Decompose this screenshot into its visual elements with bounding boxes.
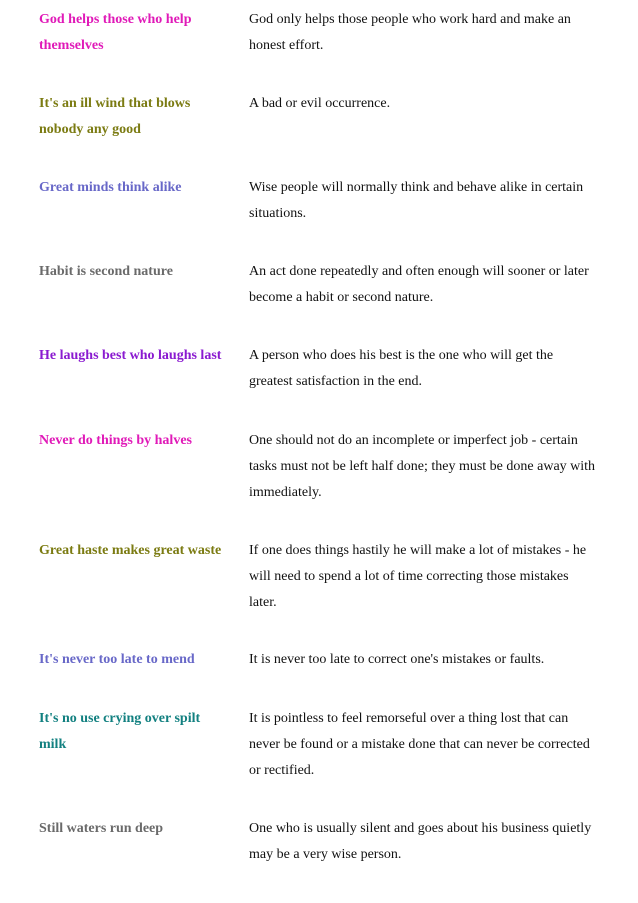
meaning-text: If one does things hastily he will make a lot of mistakes - he will need to spend a lot of time correcting those mistakes later. (249, 543, 587, 610)
proverb-text: Still waters run deep (39, 821, 164, 836)
proverb-text: Habit is second nature (39, 264, 173, 279)
meaning-text: A bad or evil occurrence. (249, 96, 391, 111)
proverb-text: It's an ill wind that blows nobody any good (39, 96, 191, 137)
proverb-text: He laughs best who laughs last (39, 348, 222, 363)
meaning-text: A person who does his best is the one who will get the greatest satisfaction in the end. (249, 348, 554, 389)
proverb-text: It's never too late to mend (39, 652, 195, 667)
meaning-text: Wise people will normally think and behave alike in certain situations. (249, 180, 584, 221)
proverb-text: Never do things by halves (39, 433, 192, 448)
meaning-text: God only helps those people who work hard and make an honest effort. (249, 12, 571, 53)
proverb-text: It's no use crying over spilt milk (39, 711, 201, 752)
meaning-text: An act done repeatedly and often enough will sooner or later become a habit or second nature. (249, 264, 589, 305)
meaning-text: One who is usually silent and goes about his business quietly may be a very wise person. (249, 821, 592, 862)
meaning-text: It is pointless to feel remorseful over a thing lost that can never be found or a mistake done that can never be corrected or rectified. (249, 711, 590, 778)
proverb-text: Great minds think alike (39, 180, 182, 195)
proverb-text: Great haste makes great waste (39, 543, 222, 558)
meaning-text: It is never too late to correct one's mistakes or faults. (249, 652, 545, 667)
meaning-text: One should not do an incomplete or imperfect job - certain tasks must not be left half done; they must be done away with immediately. (249, 433, 596, 500)
proverb-text: God helps those who help themselves (39, 12, 192, 53)
